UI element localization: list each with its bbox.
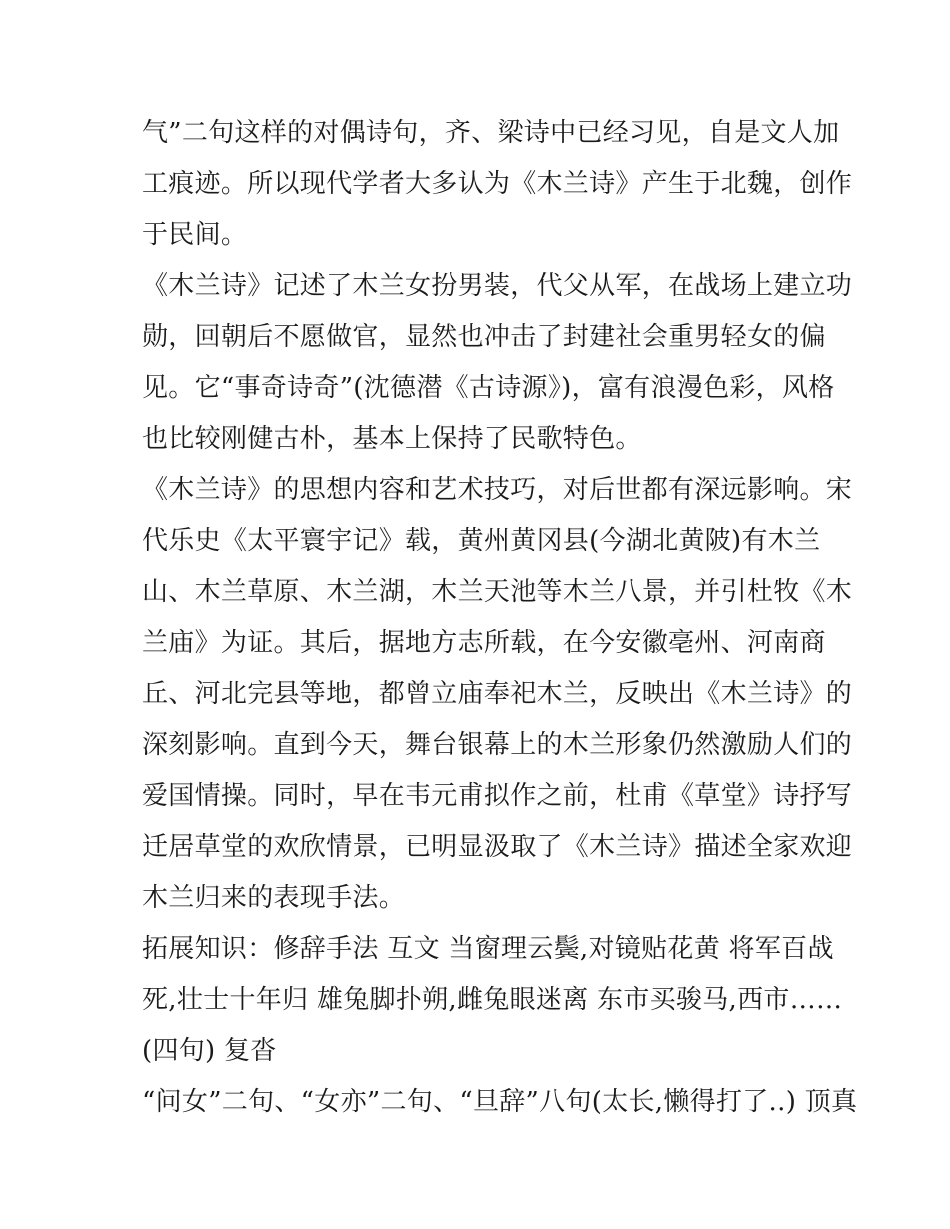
- text-line: (四句) 复沓: [142, 1036, 277, 1066]
- text-line: 工痕迹。所以现代学者大多认为《木兰诗》产生于北魏，创作: [142, 169, 853, 199]
- text-line: 见。它“事奇诗奇”(沈德潜《古诗源》)，富有浪漫色彩，风格: [142, 373, 835, 403]
- document-body: [142, 108, 858, 1128]
- text-line: 死,壮士十年归 雄兔脚扑朔,雌兔眼迷离 东市买骏马,西市……: [142, 985, 843, 1015]
- text-line: 深刻影响。直到今天，舞台银幕上的木兰形象仍然激励人们的: [142, 730, 853, 760]
- text-line: 《木兰诗》的思想内容和艺术技巧，对后世都有深远影响。宋: [142, 475, 853, 505]
- text-line: 木兰归来的表现手法。: [142, 883, 406, 913]
- text-line: 兰庙》为证。其后，据地方志所载，在今安徽亳州、河南商: [142, 628, 826, 658]
- text-line: 《木兰诗》记述了木兰女扮男装，代父从军，在战场上建立功: [142, 271, 853, 301]
- text-line: 拓展知识：修辞手法 互文 当窗理云鬓,对镜贴花黄 将军百战: [142, 934, 834, 964]
- text-line: “问女”二句、“女亦”二句、“旦辞”八句(太长,懒得打了..) 顶真: [142, 1087, 858, 1117]
- text-line: 爱国情操。同时，早在韦元甫拟作之前，杜甫《草堂》诗抒写: [142, 781, 853, 811]
- text-line: 代乐史《太平寰宇记》载，黄州黄冈县(今湖北黄陂)有木兰: [142, 526, 821, 556]
- text-line: 气”二句这样的对偶诗句，齐、梁诗中已经习见，自是文人加: [142, 118, 840, 148]
- text-line: 也比较刚健古朴，基本上保持了民歌特色。: [142, 424, 642, 454]
- text-line: 山、木兰草原、木兰湖，木兰天池等木兰八景，并引杜牧《木: [142, 577, 853, 607]
- text-line: 丘、河北完县等地，都曾立庙奉祀木兰，反映出《木兰诗》的: [142, 679, 853, 709]
- text-line: 勋，回朝后不愿做官，显然也冲击了封建社会重男轻女的偏: [142, 322, 826, 352]
- text-line: 迁居草堂的欢欣情景，已明显汲取了《木兰诗》描述全家欢迎: [142, 832, 853, 862]
- text-line: 于民间。: [142, 220, 248, 250]
